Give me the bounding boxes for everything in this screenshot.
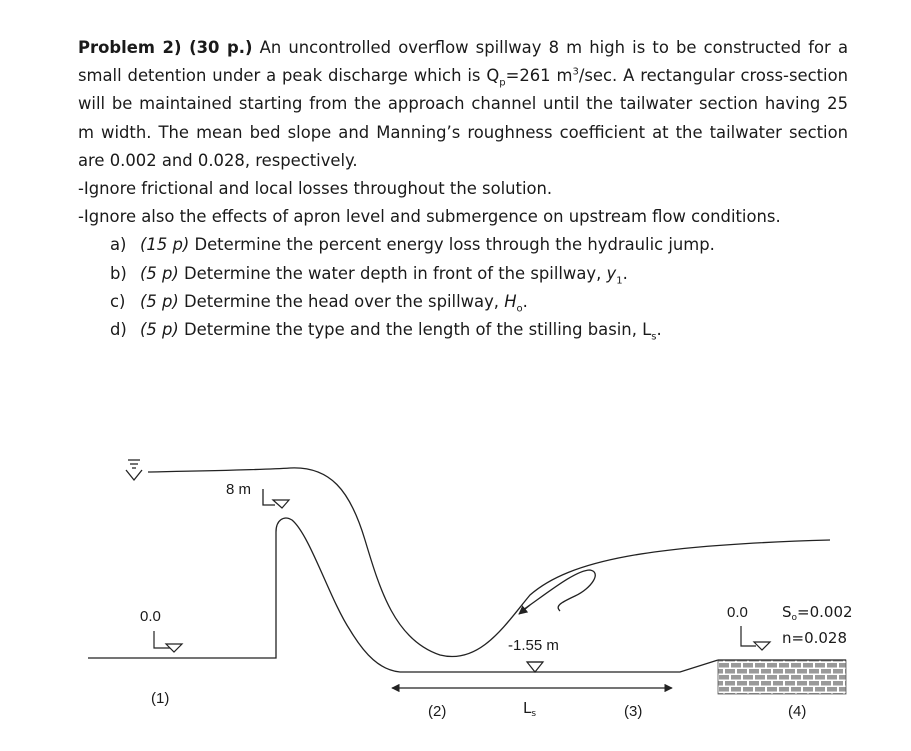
basin-level-label: -1.55 m [508,637,559,654]
problem-heading: Problem 2) (30 p.) [78,38,253,57]
spillway-height-arrow [263,489,275,505]
section-label-4: (4) [788,703,807,720]
roughness-label: n=0.028 [782,629,848,647]
spillway-crest [88,518,718,672]
question-a: a) (15 p) Determine the percent energy loss through the hydraulic jump. [110,235,715,255]
question-d: d) (5 p) Determine the type and the length of the stilling basin, $L_s$. [110,320,662,343]
slope-label: $S_o=0.002$ [782,603,853,623]
note-apron: -Ignore also the effects of apron level and submergence on upstream flow conditions. [78,207,781,227]
question-c: c) (5 p) Determine the head over the spillway, $H_o$. [110,291,528,315]
section-label-2: (2) [428,703,447,720]
height-marker-icon [273,500,289,508]
spillway-height-label: 8 m [226,481,252,498]
datum-tailwater-label: 0.0 [727,604,748,621]
problem-intro: Problem 2) (30 p.) An uncontrolled overflow spillway 8 m high is to be constructed for a small detention under a peak discharge which is $Q_p=261$ $m^3/\sec$. A rectangular cross-section will be maintained starting from the approach channel until the tailwater section having 25 m width. The mean bed slope and Manning’s roughness coefficient at the tailwater section are 0.002 and 0.028, respectively. [78,38,848,170]
jump-roller [520,570,595,612]
datum-upstream-label: 0.0 [140,608,161,625]
datum-tailwater-leader [741,626,756,646]
datum-tailwater-icon [754,642,770,650]
riprap-block [718,660,846,694]
section-label-1: (1) [151,690,170,707]
basin-level-icon [527,662,543,672]
section-label-3: (3) [624,703,643,720]
upstream-water-surface [148,468,290,472]
basin-length-label: $L_s$ [523,699,537,719]
question-b: b) (5 p) Determine the water depth in front of the spillway, $y_1$. [110,263,628,286]
nappe-upper [290,468,830,657]
note-friction: -Ignore frictional and local losses throughout the solution. [78,179,553,199]
water-surface-symbol [126,460,142,480]
